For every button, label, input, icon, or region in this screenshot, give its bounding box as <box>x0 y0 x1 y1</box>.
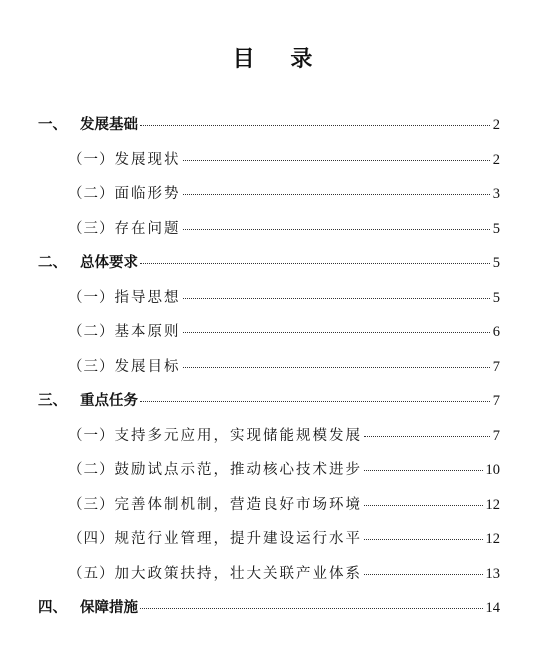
toc-entry[interactable] <box>68 458 500 482</box>
toc-entry-title: 鼓励试点示范，推动核心技术进步 <box>114 462 362 478</box>
toc-entry[interactable] <box>68 355 500 379</box>
toc-entry[interactable] <box>38 113 500 137</box>
toc-entry-number: （二） <box>68 186 115 202</box>
toc-entry-title: 发展基础 <box>80 117 138 133</box>
toc-entry-title: 发展目标 <box>114 358 181 375</box>
dot-leader <box>364 574 483 575</box>
toc-entry[interactable] <box>68 148 500 172</box>
toc-entry-number: （三） <box>68 220 115 237</box>
toc-entry-title: 规范行业管理，提升建设运行水平 <box>114 531 362 547</box>
dot-leader <box>183 229 490 230</box>
toc-entry[interactable] <box>38 596 500 620</box>
toc-entry-number: （一） <box>68 289 115 306</box>
toc-entry-title: 发展现状 <box>114 151 181 168</box>
dot-leader <box>140 263 490 264</box>
toc-entry-page: 7 <box>492 427 500 444</box>
toc-entry-number: 一、 <box>38 117 67 133</box>
dot-leader <box>183 194 490 195</box>
toc-entry-page: 12 <box>485 531 500 547</box>
toc-entry-number: （五） <box>68 565 115 582</box>
dot-leader <box>364 539 483 540</box>
toc-entry-page: 7 <box>492 358 500 375</box>
toc-entry-page: 5 <box>492 289 500 306</box>
toc-entry-title: 支持多元应用，实现储能规模发展 <box>114 427 362 444</box>
toc-entry-number: （三） <box>68 496 115 513</box>
toc-entry[interactable] <box>68 217 500 241</box>
toc-entry-number: （三） <box>68 358 115 375</box>
toc-entry[interactable] <box>68 320 500 344</box>
dot-leader <box>183 332 490 333</box>
toc-entry-page: 12 <box>485 496 500 513</box>
toc-entry-number: （四） <box>68 531 115 547</box>
toc-entry-number: 三、 <box>38 393 67 409</box>
toc-entry-title: 加大政策扶持，壮大关联产业体系 <box>114 565 362 582</box>
toc-entry-page: 14 <box>485 600 500 616</box>
dot-leader <box>183 298 490 299</box>
toc-entry[interactable] <box>68 562 500 586</box>
toc-entry-title: 面临形势 <box>114 186 181 202</box>
toc-entry-page: 5 <box>492 220 500 237</box>
toc-entry-page: 5 <box>492 255 500 271</box>
toc-entry[interactable] <box>68 182 500 206</box>
dot-leader <box>364 505 483 506</box>
toc-entry-page: 2 <box>492 117 500 133</box>
toc-entry[interactable] <box>68 493 500 517</box>
toc-entry-title: 指导思想 <box>114 289 181 306</box>
dot-leader <box>364 470 483 471</box>
dot-leader <box>364 436 490 437</box>
dot-leader <box>140 401 490 402</box>
toc-entry[interactable] <box>68 527 500 551</box>
toc-entry[interactable] <box>38 389 500 413</box>
toc-entry[interactable] <box>68 424 500 448</box>
toc-entry-page: 6 <box>492 324 500 340</box>
toc-entry-page: 13 <box>485 565 500 582</box>
toc-entry-number: （二） <box>68 462 115 478</box>
toc-entry-title: 总体要求 <box>80 255 138 271</box>
page-title: 目 录 <box>232 47 327 72</box>
toc-entry-title: 存在问题 <box>114 220 181 237</box>
dot-leader <box>140 125 490 126</box>
toc-entry-title: 重点任务 <box>80 393 138 409</box>
toc-entry-title: 保障措施 <box>80 600 138 616</box>
toc-entry-page: 10 <box>485 462 500 478</box>
toc-entry-number: 四、 <box>38 600 67 616</box>
toc-entry-page: 3 <box>492 186 500 202</box>
toc-entry-page: 7 <box>492 393 500 409</box>
toc-entry-number: （二） <box>68 324 115 340</box>
dot-leader <box>183 367 490 368</box>
toc-entry-number: 二、 <box>38 255 67 271</box>
toc-entry[interactable] <box>68 286 500 310</box>
toc-entry-title: 完善体制机制，营造良好市场环境 <box>114 496 362 513</box>
toc-entry-title: 基本原则 <box>114 324 181 340</box>
toc-entry-number: （一） <box>68 427 115 444</box>
dot-leader <box>140 608 483 609</box>
dot-leader <box>183 160 490 161</box>
toc-entry-page: 2 <box>492 151 500 168</box>
toc-entry[interactable] <box>38 251 500 275</box>
toc-entry-number: （一） <box>68 151 115 168</box>
